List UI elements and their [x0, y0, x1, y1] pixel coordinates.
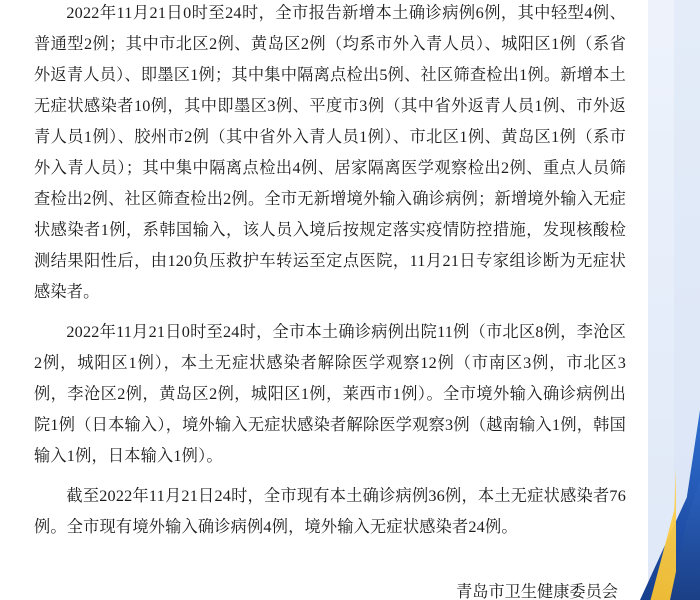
paragraph-discharges: 2022年11月21日0时至24时，全市本土确诊病例出院11例（市北区8例，李沧区2例，城阳区1例），本土无症状感染者解除医学观察12例（市南区3例，市北区3例，李沧区2例，黄岛区2例，城阳区1例，莱西市1例）。全市境外输入确诊病例出院1例（日本输入），境外输入无症状感染者解除医学观察3例（越南输入1例，韩国输入1例，日本输入1例）。: [34, 323, 626, 465]
paragraph-daily-new-cases: 2022年11月21日0时至24时，全市报告新增本土确诊病例6例，其中轻型4例、普通型2例；其中市北区2例、黄岛区2例（均系市外入青人员）、城阳区1例（系省外返青人员）、即墨区1例；其中集中隔离点检出5例、社区筛查检出1例。新增本土无症状感染者10例，其中即墨区3例、平度市3例（其中省外返青人员1例、市外返青人员1例）、胶州市2例（其中省外入青人员1例）、市北区1例、黄岛区1例（系市外入青人员）；其中集中隔离点检出4例、居家隔离医学观察检出2例、重点人员筛查检出2例、社区筛查检出2例。全市无新增境外输入确诊病例；新增境外输入无症状感染者1例，系韩国输入，该人员入境后按规定落实疫情防控措施，发现核酸检测结果阳性后，由120负压救护车转运至定点医院，11月21日专家组诊断为无症状感染者。: [34, 4, 626, 301]
issuing-authority-signature: 青岛市卫生健康委员会: [456, 583, 618, 600]
paragraph-current-totals: 截至2022年11月21日24时，全市现有本土确诊病例36例，本土无症状感染者76例。全市现有境外输入确诊病例4例，境外输入无症状感染者24例。: [34, 487, 626, 536]
